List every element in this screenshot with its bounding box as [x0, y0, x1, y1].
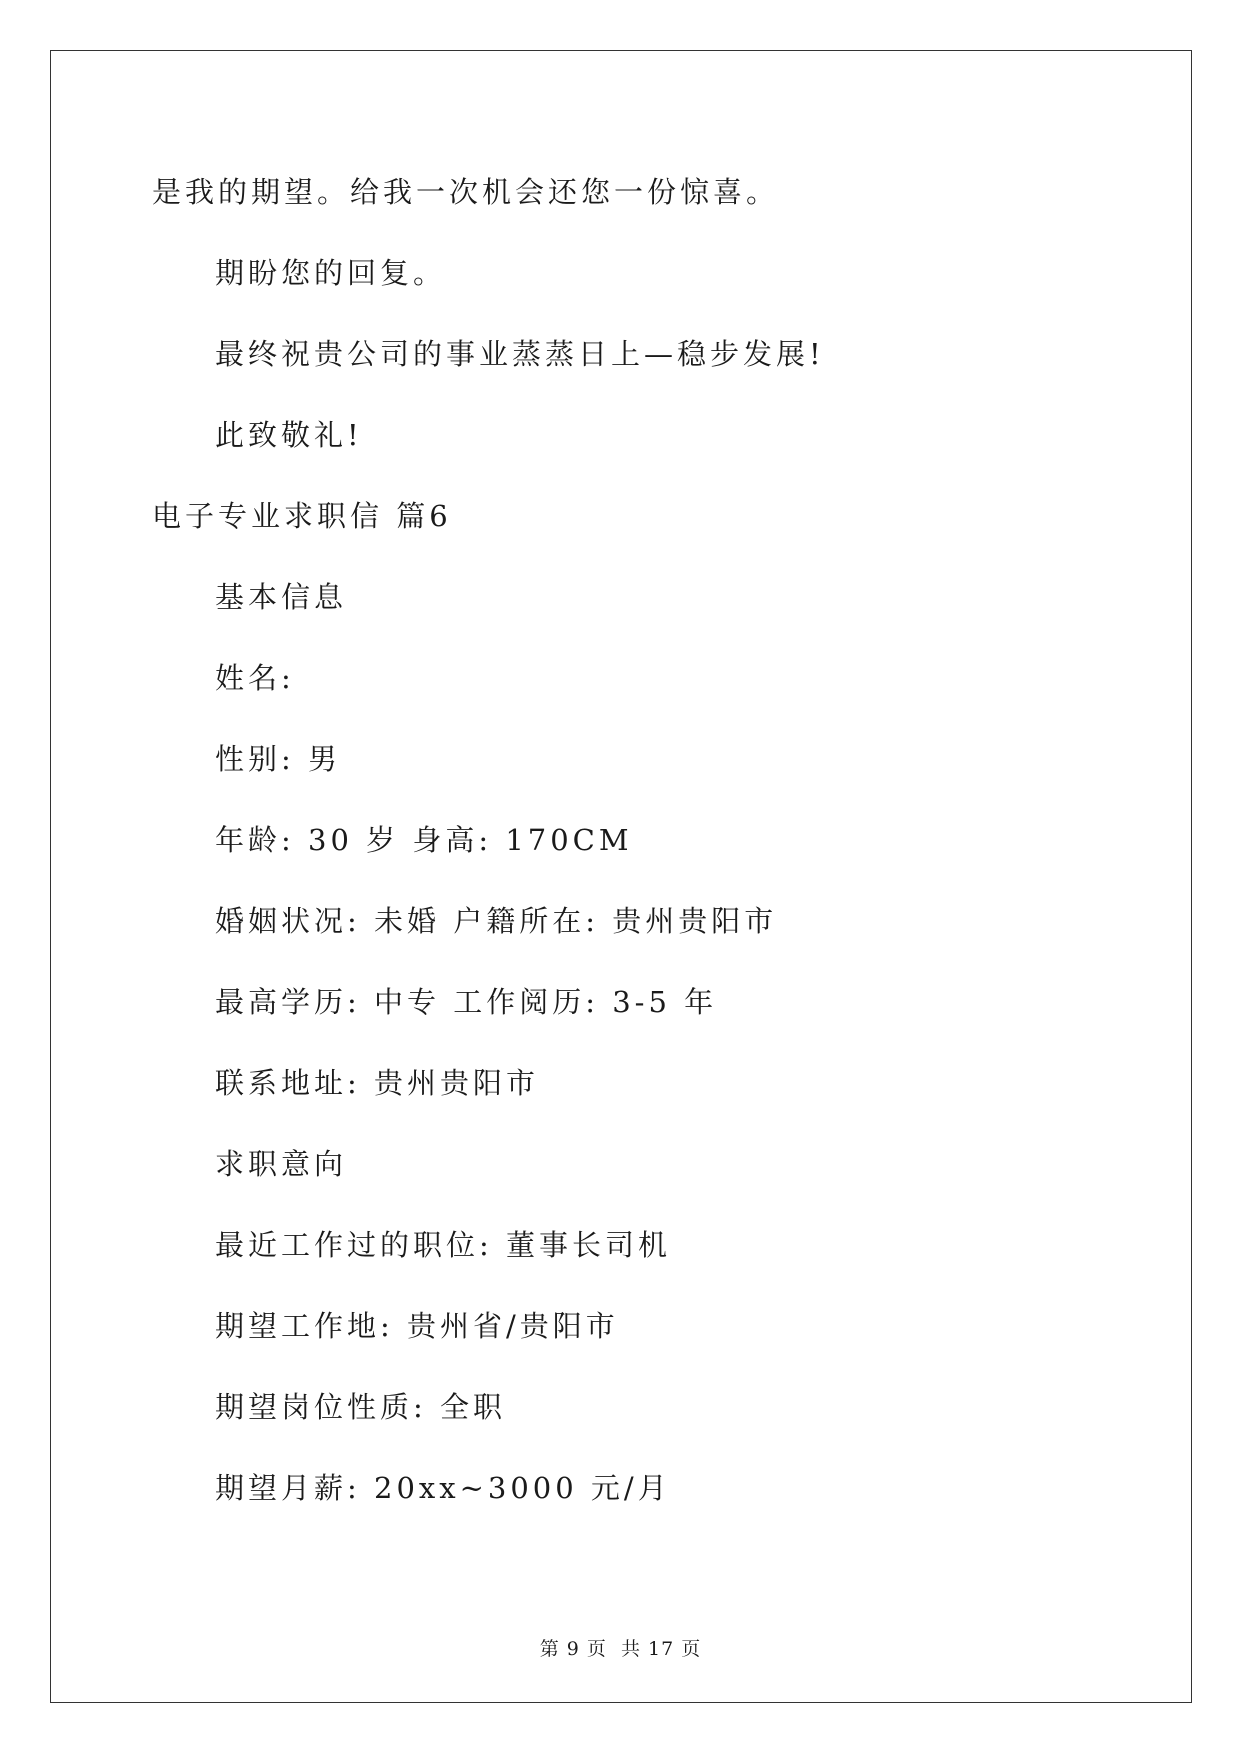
- closing-salutation: 此致敬礼!: [215, 418, 363, 452]
- field-recent-position: 最近工作过的职位: 董事长司机: [215, 1228, 671, 1262]
- field-job-type: 期望岗位性质: 全职: [215, 1390, 506, 1424]
- field-education-experience: 最高学历: 中专 工作阅历: 3-5 年: [215, 985, 718, 1019]
- field-gender: 性别: 男: [215, 742, 341, 776]
- subsection-heading: 基本信息: [215, 580, 348, 614]
- page-number: 第 9 页 共 17 页: [539, 1638, 702, 1660]
- field-age-height: 年龄: 30 岁 身高: 170CM: [215, 823, 633, 857]
- subsection-heading: 求职意向: [215, 1147, 348, 1181]
- field-desired-location: 期望工作地: 贵州省/贵阳市: [215, 1309, 619, 1343]
- body-line: 最终祝贵公司的事业蒸蒸日上—稳步发展!: [215, 337, 825, 371]
- field-name: 姓名:: [215, 661, 295, 695]
- body-line: 期盼您的回复。: [215, 256, 447, 290]
- field-marital-residence: 婚姻状况: 未婚 户籍所在: 贵州贵阳市: [215, 904, 778, 938]
- body-line: 是我的期望。给我一次机会还您一份惊喜。: [152, 175, 780, 209]
- page-frame: [50, 50, 1192, 1703]
- section-heading: 电子专业求职信 篇6: [152, 499, 452, 533]
- field-desired-salary: 期望月薪: 20xx~3000 元/月: [215, 1471, 671, 1505]
- field-address: 联系地址: 贵州贵阳市: [215, 1066, 539, 1100]
